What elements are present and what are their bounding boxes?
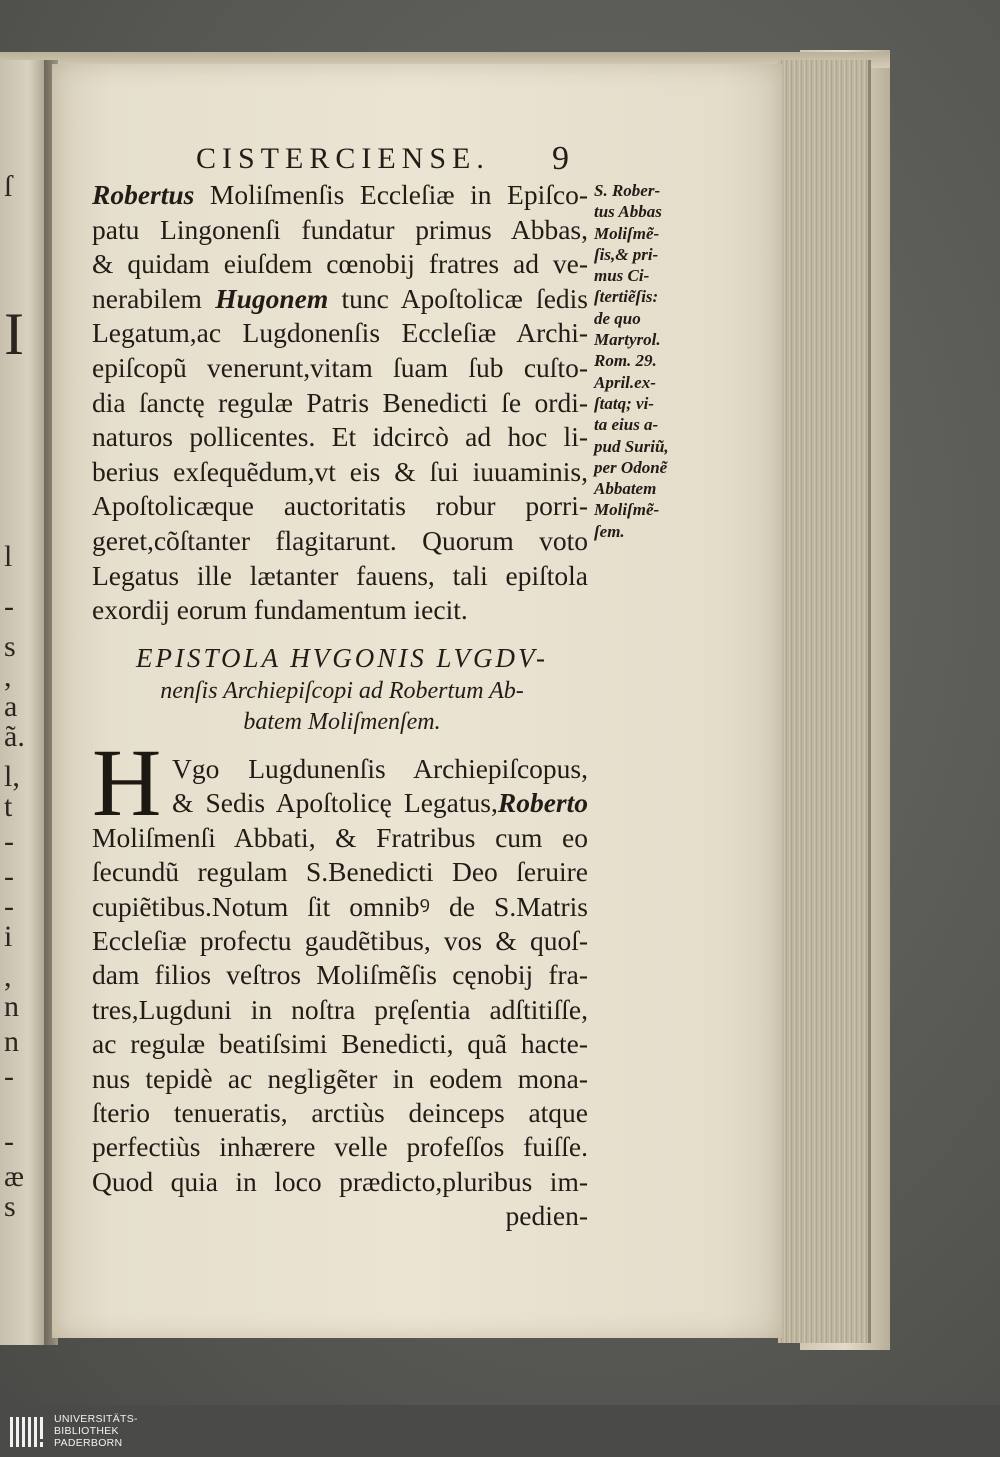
text-run: cupiẽtibus.Notum ſit omnibꝰ de S.Matris xyxy=(92,890,588,922)
text-run: ſecundũ regulam S.Benedicti Deo ſeruire xyxy=(92,856,588,888)
text-run: Quod quia in loco prædicto,pluribus im- xyxy=(92,1165,588,1197)
facing-page-fragment: l xyxy=(4,540,13,573)
facing-page-fragment: ſ xyxy=(4,170,13,203)
text-run: ſterio tenueratis, arctiùs deinceps atque xyxy=(92,1097,588,1129)
marginal-note-line: S. Rober- xyxy=(594,181,661,200)
epistle-line xyxy=(92,1027,588,1061)
text-run: epiſcopũ venerunt,vitam ſuam ſub cuſto- xyxy=(92,351,588,383)
epistle-line xyxy=(92,786,588,820)
facing-page-fragment: s xyxy=(4,1190,16,1223)
facing-page-fragment: ã. xyxy=(4,720,25,753)
marginal-note-line: Moliſmẽ- xyxy=(594,223,660,243)
library-footer-bar xyxy=(0,1405,1000,1457)
facing-page-fragment: n xyxy=(4,1025,19,1058)
heading-line-2: nenſis Archiepiſcopi ad Robertum Ab- xyxy=(160,678,524,704)
text-run: nus tepidè ac negligẽter in eodem mona- xyxy=(92,1062,588,1094)
body-line xyxy=(92,420,588,455)
italic-name: Hugonem xyxy=(215,282,329,314)
text-run: Legatum,ac Lugdonenſis Eccleſiæ Archi- xyxy=(92,317,588,349)
facing-page-fragment: - xyxy=(4,890,14,923)
epistle-line xyxy=(92,890,588,924)
body-line xyxy=(92,282,588,317)
text-run: tunc Apoſtolicæ ſedis xyxy=(328,282,588,314)
facing-page-fragment: l, xyxy=(4,760,20,793)
marginal-note-line: Rom. 29. xyxy=(594,351,657,371)
marginal-note-line: ſem. xyxy=(594,521,625,541)
text-run: dam filios veſtros Moliſmẽſis cęnobij fra- xyxy=(92,959,588,991)
epistle-line xyxy=(92,993,588,1027)
heading-line-3: batem Moliſmenſem. xyxy=(243,709,441,735)
epistle-line xyxy=(92,1165,588,1199)
epistle-line xyxy=(92,855,588,889)
page-number: 9 xyxy=(552,140,569,177)
logo-text-line: UNIVERSITÄTS- xyxy=(54,1413,138,1425)
facing-page-fragment: - xyxy=(4,825,14,858)
marginal-note-line: Abbatem xyxy=(594,479,657,499)
text-run: Legatus ille lætanter fauens, tali epiſtola xyxy=(92,559,588,591)
body-line xyxy=(92,386,588,421)
body-line xyxy=(92,593,588,628)
facing-page-fragment: , xyxy=(4,660,12,693)
body-line xyxy=(92,455,588,490)
marginal-note-line: tus Abbas xyxy=(594,202,662,222)
library-logo-icon xyxy=(8,1413,48,1451)
marginal-note-line: ta eius a- xyxy=(594,415,659,435)
facing-page-fragment: I xyxy=(4,301,24,367)
text-run: Eccleſiæ profectu gaudẽtibus, vos & quoſ- xyxy=(92,925,588,957)
text-run: naturos pollicentes. Et idcircò ad hoc li- xyxy=(92,421,588,453)
text-run: perfectiùs inhærere velle profeſſos fuiſſe. xyxy=(92,1131,588,1163)
text-run: Vgo Lugdunenſis Archiepiſcopus, xyxy=(172,753,588,784)
facing-page-left xyxy=(0,60,48,1345)
facing-page-fragment: - xyxy=(4,1125,14,1158)
text-run: exordij eorum fundamentum iecit. xyxy=(92,594,468,626)
facing-page-fragment: - xyxy=(4,860,14,893)
marginal-note-line: mus Ci- xyxy=(594,266,650,286)
epistle-line xyxy=(92,1062,588,1096)
text-run: geret,cõſtanter flagitarunt. Quorum voto xyxy=(92,524,588,556)
logo-text-line: BIBLIOTHEK xyxy=(54,1425,119,1437)
epistle-line xyxy=(92,1130,588,1164)
marginal-note-line: ſtatq; vi- xyxy=(594,393,654,413)
epistle-line xyxy=(92,752,588,786)
decorated-initial: H xyxy=(92,729,162,836)
marginal-note-line: ſtertiẽſis: xyxy=(594,287,659,307)
italic-name: Roberto xyxy=(497,787,588,819)
body-line xyxy=(92,178,588,213)
facing-page-fragment: æ xyxy=(4,1160,25,1193)
facing-page-fragment: i xyxy=(4,920,13,953)
page-block-edges xyxy=(778,60,871,1343)
text-run: Moliſmenſis Eccleſiæ in Epiſco- xyxy=(194,179,588,210)
body-text xyxy=(92,178,588,628)
marginal-note-line: ſis,& pri- xyxy=(594,244,659,264)
epistle-line xyxy=(92,924,588,958)
body-line xyxy=(92,559,588,594)
epistle-line xyxy=(92,1096,588,1130)
body-line xyxy=(92,489,588,524)
text-run: ac regulæ beatiſsimi Benedicti, quã hacte- xyxy=(92,1028,588,1060)
logo-text-line: PADERBORN xyxy=(54,1437,123,1449)
epistle-line xyxy=(92,821,588,855)
marginal-note xyxy=(594,180,684,542)
text-run: tres,Lugduni in noſtra pręſentia adſtitiſſe, xyxy=(92,993,588,1025)
text-run: patu Lingonenſi fundatur primus Abbas, xyxy=(92,213,588,245)
text-run: & quidam eiuſdem cœnobij fratres ad ve- xyxy=(92,248,588,280)
text-run: & Sedis Apoſtolicę Legatus, xyxy=(172,787,498,819)
text-run: dia ſanctę regulæ Patris Benedicti ſe ordi- xyxy=(92,386,588,418)
facing-page-fragment: t xyxy=(4,790,13,823)
facing-page-fragment: - xyxy=(4,590,14,623)
italic-name: Robertus xyxy=(92,179,195,210)
text-run: pedien- xyxy=(505,1200,588,1232)
body-line xyxy=(92,316,588,351)
marginal-note-line: April.ex- xyxy=(594,372,656,392)
body-line xyxy=(92,351,588,386)
body-line xyxy=(92,524,588,559)
marginal-note-line: pud Suriũ, xyxy=(594,436,669,456)
marginal-note-line: de quo xyxy=(594,308,641,328)
facing-page-text-fragments xyxy=(0,60,40,1345)
facing-page-fragment: n xyxy=(4,990,19,1023)
running-head: CISTERCIENSE. xyxy=(196,142,490,175)
epistle-text xyxy=(92,752,588,1234)
text-run: Moliſmenſi Abbati, & Fratribus cum eo xyxy=(92,821,588,853)
epistle-heading xyxy=(92,640,592,738)
facing-page-fragment: a xyxy=(4,690,18,723)
text-run: Apoſtolicæque auctoritatis robur porri- xyxy=(92,490,588,522)
marginal-note-line: Martyrol. xyxy=(594,330,661,350)
facing-page-fragment: , xyxy=(4,960,12,993)
epistle-line xyxy=(92,1199,588,1233)
epistle-line xyxy=(92,958,588,992)
marginal-note-line: Moliſmẽ- xyxy=(594,500,660,520)
text-run: nerabilem xyxy=(92,282,216,314)
facing-page-fragment: - xyxy=(4,1060,14,1093)
marginal-note-line: per Odonẽ xyxy=(594,457,668,477)
facing-page-fragment: s xyxy=(4,630,16,663)
body-line xyxy=(92,213,588,248)
body-line xyxy=(92,247,588,282)
text-run: berius exſequẽdum,vt eis & ſui iuuaminis, xyxy=(92,455,588,487)
heading-line-1: EPISTOLA HVGONIS LVGDV- xyxy=(135,643,548,673)
library-logo-text xyxy=(54,1413,138,1449)
